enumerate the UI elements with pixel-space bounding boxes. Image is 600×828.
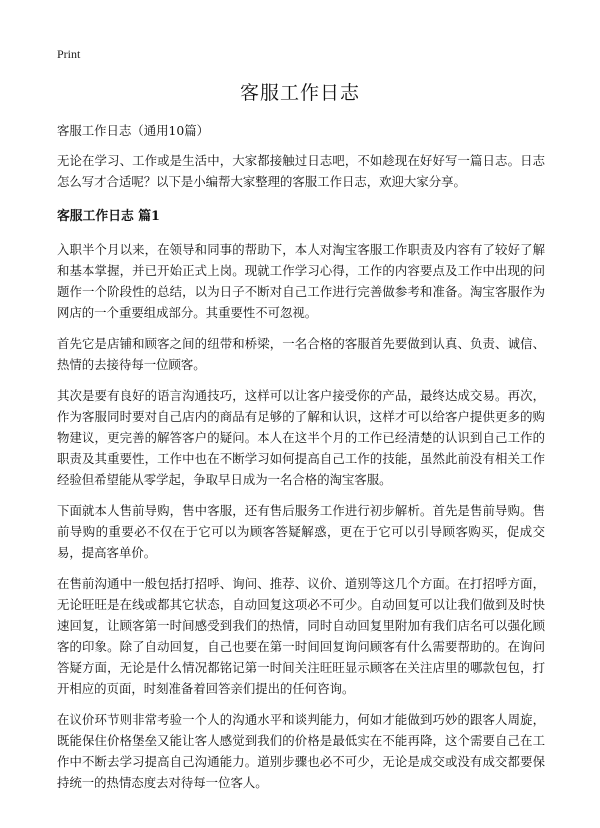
section-heading: 客服工作日志 篇1	[57, 209, 160, 224]
intro-paragraph: 无论在学习、工作或是生活中，大家都接触过日志吧，不如趁现在好好写一篇日志。日志怎么写才合适呢？以下是小编帮大家整理的客服工作日志，欢迎大家分享。	[57, 153, 545, 189]
body-paragraph-3: 其次是要有良好的语言沟通技巧，这样可以让客户接受你的产品，最终达成交易。再次，作为客服同时要对自己店内的商品有足够的了解和认识，这样才可以给客户提供更多的购物建议，更完善的解答客户的疑问。本人在这半个月的工作已经清楚的认识到自己工作的职责及其重要性，工作中也在不断学习如何提高自己工作的技能，虽然此前没有相关工作经验但希望能从零学起，争取早日成为一名合格的淘宝客服。	[57, 388, 545, 487]
body-paragraph-1: 入职半个月以来，在领导和同事的帮助下，本人对淘宝客服工作职责及内容有了较好了解和基本掌握，并已开始正式上岗。现就工作学习心得，工作的内容要点及工作中出现的问题作一个阶段性的总结，以为日子不断对自己工作进行完善做参考和准备。淘宝客服作为网店的一个重要组成部分。其重要性不可忽视。	[57, 242, 545, 320]
body-paragraph-2: 首先它是店铺和顾客之间的纽带和桥梁，一名合格的客服首先要做到认真、负责、诚信、热情的去接待每一位顾客。	[57, 336, 545, 372]
article-subtitle: 客服工作日志（通用10篇）	[57, 123, 210, 138]
page-title: 客服工作日志	[239, 82, 360, 104]
body-paragraph-5: 在售前沟通中一般包括打招呼、询问、推荐、议价、道别等这几个方面。在打招呼方面，无论旺旺是在线或都其它状态，自动回复这项必不可少。自动回复可以让我们做到及时快速回复，让顾客第一时间感受到我们的热情，同时自动回复里附加有我们店名可以强化顾客的印象。除了自动回复，自己也要在第一时间回复询问顾客有什么需要帮助的。在询问答疑方面，无论是什么情况都铭记第一时间关注旺旺显示顾客在关注店里的哪款包包，打开相应的页面，时刻准备着回答亲们提出的任何咨询。	[57, 576, 545, 696]
article-body	[57, 120, 545, 803]
body-paragraph-6: 在议价环节则非常考验一个人的沟通水平和谈判能力，何如才能做到巧妙的跟客人周旋，既能保住价格堡垒又能让客人感觉到我们的价格是最低实在不能再降，这个需要自己在工作中不断去学习提高自己沟通能力。道别步骤也必不可少，无论是成交或没有成交都要保持统一的热情态度去对待每一位客人。	[57, 712, 545, 790]
print-link[interactable]: Print	[57, 47, 81, 61]
body-paragraph-4: 下面就本人售前导购，售中客服，还有售后服务工作进行初步解析。首先是售前导购。售前导购的重要必不仅在于它可以为顾客答疑解惑，更在于它可以引导顾客购买，促成交易，提高客单价。	[57, 503, 545, 560]
